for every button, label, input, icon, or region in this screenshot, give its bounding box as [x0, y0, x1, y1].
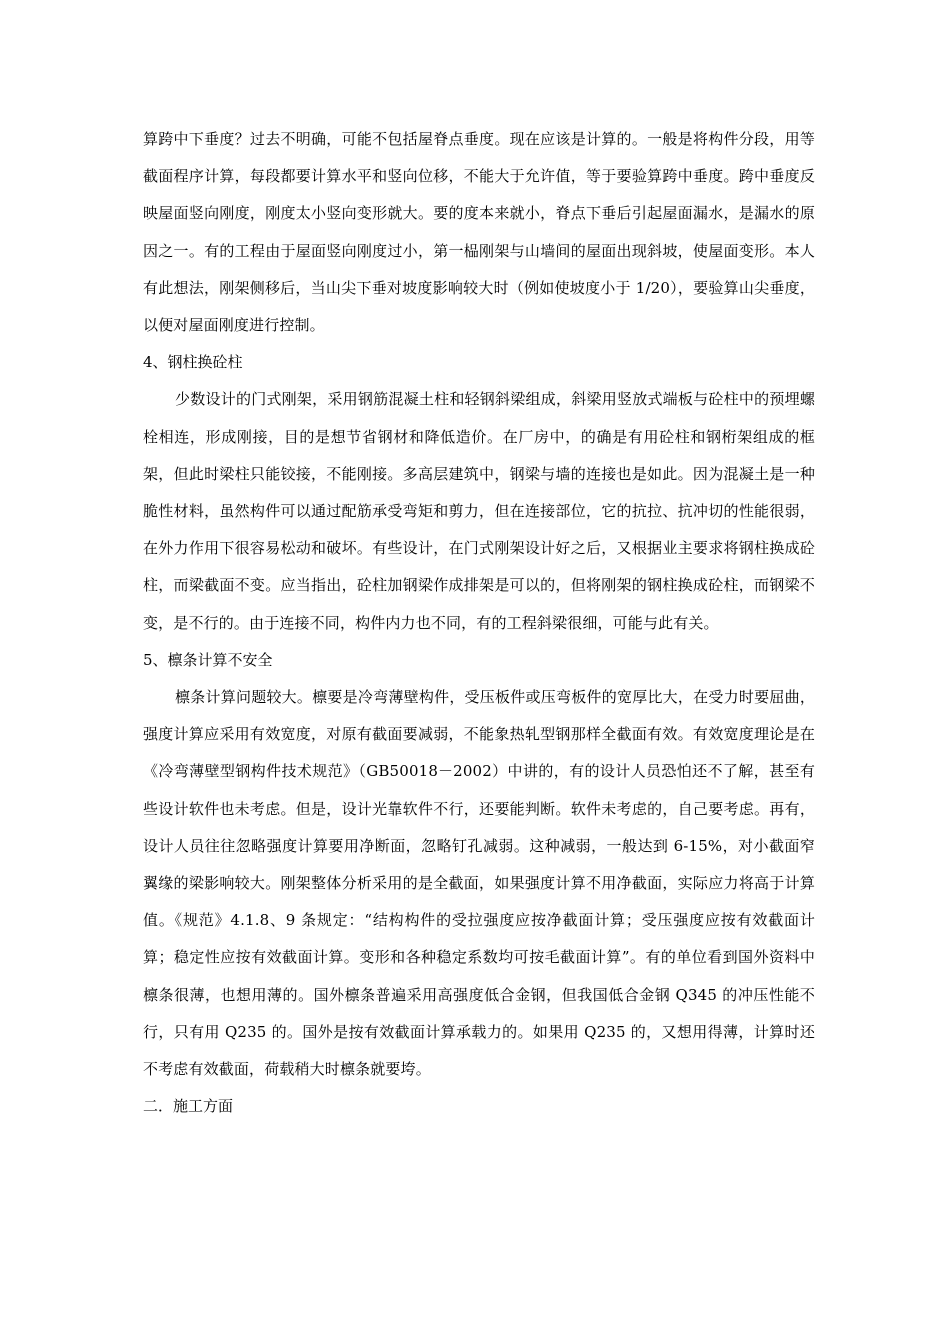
continued-paragraph: 算跨中下垂度？过去不明确，可能不包括屋脊点垂度。现在应该是计算的。一般是将构件分段，用等截面程序计算，每段都要计算水平和竖向位移，不能大于允许值，等于要验算跨中垂度。跨中垂度反映屋面竖向刚度，刚度太小竖向变形就大。要的度本来就小，脊点下垂后引起屋面漏水，是漏水的原因之一。有的工程由于屋面竖向刚度过小，第一榀刚架与山墙间的屋面出现斜坡，使屋面变形。本人有此想法，刚架侧移后，当山尖下垂对坡度影响较大时（例如使坡度小于 1/20），要验算山尖垂度，以便对屋面刚度进行控制。 — [143, 130, 815, 335]
construction-section-heading: 二．施工方面 — [143, 1097, 234, 1116]
section-5-paragraph: 檩条计算问题较大。檩要是冷弯薄壁构件，受压板件或压弯板件的宽厚比大，在受力时要屈曲，强度计算应采用有效宽度，对原有截面要减弱，不能象热轧型钢那样全截面有效。有效宽度理论是在《冷弯薄壁型钢构件技术规范》（GB50018－2002）中讲的，有的设计人员恐怕还不了解，甚至有些设计软件也未考虑。但是，设计光靠软件不行，还要能判断。软件未考虑的，自己要考虑。再有，设计人员往往忽略强度计算要用净断面，忽略钉孔减弱。这种减弱，一般达到 6-15%，对小截面窄翼缘的梁影响较大。刚架整体分析采用的是全截面，如果强度计算不用净截面，实际应力将高于计算值。《规范》4.1.8、9 条规定：“结构构件的受拉强度应按净截面计算；受压强度应按有效截面计算；稳定性应按有效截面计算。变形和各种稳定系数均可按毛截面计算”。有的单位看到国外资料中檩条很薄，也想用薄的。国外檩条普遍采用高强度低合金钢，但我国低合金钢 Q345 的冲压性能不行，只有用 Q235 的。国外是按有效截面计算承载力的。如果用 Q235 的，又想用得薄，计算时还不考虑有效截面，荷载稍大时檩条就要垮。 — [143, 688, 815, 1079]
section-4-paragraph: 少数设计的门式刚架，采用钢筋混凝土柱和轻钢斜梁组成，斜梁用竖放式端板与砼柱中的预埋螺栓相连，形成刚接，目的是想节省钢材和降低造价。在厂房中，的确是有用砼柱和钢桁架组成的框架，但此时梁柱只能铰接，不能刚接。多高层建筑中，钢梁与墙的连接也是如此。因为混凝土是一种脆性材料，虽然构件可以通过配筋承受弯矩和剪力，但在连接部位，它的抗拉、抗冲切的性能很弱，在外力作用下很容易松动和破坏。有些设计，在门式刚架设计好之后，又根据业主要求将钢柱换成砼柱，而梁截面不变。应当指出，砼柱加钢梁作成排架是可以的，但将刚架的钢柱换成砼柱，而钢梁不变，是不行的。由于连接不同，构件内力也不同，有的工程斜梁很细，可能与此有关。 — [143, 390, 815, 632]
section-4-heading: 4、钢柱换砼柱 — [143, 353, 243, 372]
document-body — [143, 121, 815, 1125]
section-5-heading: 5、檩条计算不安全 — [143, 650, 273, 669]
